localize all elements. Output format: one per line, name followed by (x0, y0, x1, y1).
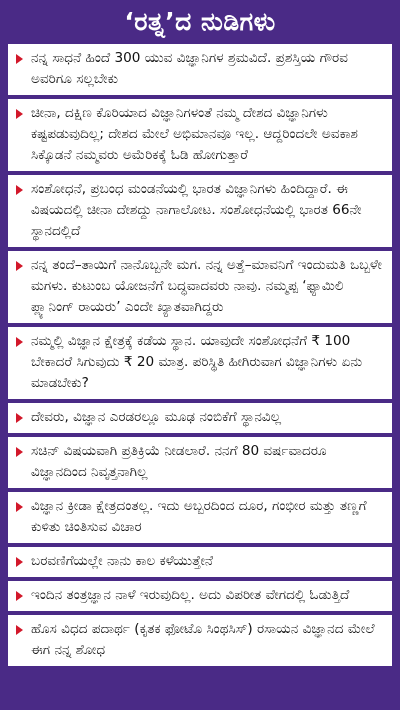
quote-text: ಸಂಶೋಧನೆ, ಪ್ರಬಂಧ ಮಂಡನೆಯಲ್ಲಿ ಭಾರತ ವಿಜ್ಞಾನಿಗಳು ಹಿಂದಿದ್ದಾರೆ. ಈ ವಿಷಯದಲ್ಲಿ ಚೀನಾ ದೇಶದ್ದು ನಾಗಾಲೋಟ. ಸಂಶೋಧನೆಯಲ್ಲಿ ಭಾರತ 66ನೇ ಸ್ಥಾನದಲ್ಲಿದೆ (31, 181, 362, 239)
quote-text: ಚೀನಾ, ದಕ್ಷಿಣ ಕೊರಿಯಾದ ವಿಜ್ಞಾನಿಗಳಂತೆ ನಮ್ಮ ದೇಶದ ವಿಜ್ಞಾನಿಗಳು ಕಷ್ಟಪಡುವುದಿಲ್ಲ; ದೇಶದ ಮೇಲೆ ಅಭಿಮಾನವೂ ಇಲ್ಲ. ಆದ್ದರಿಂದಲೇ ಅವಕಾಶ ಸಿಕ್ಕೊಡನೆ ನಮ್ಮವರು ಅಮೆರಿಕಕ್ಕೆ ಓಡಿ ಹೋಗುತ್ತಾರೆ (31, 105, 358, 163)
quote-text: ವಿಜ್ಞಾನ ಕ್ರೀಡಾ ಕ್ಷೇತ್ರದಂತಲ್ಲ. ಇದು ಅಬ್ಬರದಿಂದ ದೂರ, ಗಂಭೀರ ಮತ್ತು ತಣ್ಣಗೆ ಕುಳಿತು ಚಿಂತಿಸುವ ವಿಚಾರ (31, 498, 367, 535)
list-item (8, 547, 392, 577)
bullet-triangle-icon (16, 557, 23, 567)
list-item (8, 581, 392, 611)
quote-text: ಬರವಣಿಗೆಯಲ್ಲೇ ನಾನು ಕಾಲ ಕಳೆಯುತ್ತೇನೆ (31, 553, 213, 569)
quote-text: ನಮ್ಮಲ್ಲಿ ವಿಜ್ಞಾನ ಕ್ಷೇತ್ರಕ್ಕೆ ಕಡೆಯ ಸ್ಥಾನ. ಯಾವುದೇ ಸಂಶೋಧನೆಗೆ ₹ 100 ಬೇಕಾದರೆ ಸಿಗುವುದು ₹ 20 ಮಾತ್ರ. ಪರಿಸ್ಥಿತಿ ಹೀಗಿರುವಾಗ ವಿಜ್ಞಾನಿಗಳು ಏನು ಮಾಡಬೇಕು? (31, 333, 363, 391)
quote-list (8, 44, 392, 706)
bullet-triangle-icon (16, 502, 23, 512)
list-item (8, 44, 392, 95)
bullet-triangle-icon (16, 625, 23, 635)
list-item (8, 251, 392, 323)
quote-text: ನನ್ನ ತಂದೆ–ತಾಯಿಗೆ ನಾನೊಬ್ಬನೇ ಮಗ. ನನ್ನ ಅತ್ತೆ–ಮಾವನಿಗೆ ಇಂದುಮತಿ ಒಬ್ಬಳೇ ಮಗಳು. ಕುಟುಂಬ ಯೋಜನೆಗೆ ಬದ್ಧವಾದವರು ನಾವು. ನಮ್ಮಪ್ಪ ‘ಫ್ಯಾಮಿಲಿ ಪ್ಲ್ಯಾನಿಂಗ್ ರಾಯರು’ ಎಂದೇ ಖ್ಯಾತವಾಗಿದ್ದರು (31, 257, 382, 315)
bullet-triangle-icon (16, 337, 23, 347)
list-item (8, 437, 392, 488)
bullet-triangle-icon (16, 54, 23, 64)
title-bar (4, 0, 396, 44)
list-item (8, 492, 392, 543)
list-item (8, 175, 392, 247)
page-title: ‘ರತ್ನ’ದ ನುಡಿಗಳು (124, 7, 276, 36)
bullet-triangle-icon (16, 591, 23, 601)
bullet-triangle-icon (16, 185, 23, 195)
quote-text: ದೇವರು, ವಿಜ್ಞಾನ ಎರಡರಲ್ಲೂ ಮೂಢ ನಂಬಿಕೆಗೆ ಸ್ಥಾನವಿಲ್ಲ (31, 409, 282, 425)
bullet-triangle-icon (16, 261, 23, 271)
bullet-triangle-icon (16, 413, 23, 423)
quote-text: ಹೊಸ ವಿಧದ ಪದಾರ್ಥ (ಕೃತಕ ಫೋಟೊ ಸಿಂಥಸಿಸ್) ರಸಾಯನ ವಿಜ್ಞಾನದ ಮೇಲೆ ಈಗ ನನ್ನ ಶೋಧ (31, 621, 375, 658)
list-item (8, 403, 392, 433)
list-item (8, 327, 392, 399)
quotes-card (4, 0, 396, 710)
quote-text: ಇಂದಿನ ತಂತ್ರಜ್ಞಾನ ನಾಳೆ ಇರುವುದಿಲ್ಲ. ಅದು ವಿಪರೀತ ವೇಗದಲ್ಲಿ ಓಡುತ್ತಿದೆ (31, 587, 350, 603)
quote-text: ನನ್ನ ಸಾಧನೆ ಹಿಂದೆ 300 ಯುವ ವಿಜ್ಞಾನಿಗಳ ಶ್ರಮವಿದೆ. ಪ್ರಶಸ್ತಿಯ ಗೌರವ ಅವರಿಗೂ ಸಲ್ಲಬೇಕು (31, 50, 348, 87)
list-item (8, 615, 392, 666)
list-item (8, 99, 392, 171)
quote-text: ಸಚಿನ್ ವಿಷಯವಾಗಿ ಪ್ರತಿಕ್ರಿಯೆ ನೀಡಲಾರೆ. ನನಗೆ 80 ವರ್ಷವಾದರೂ ವಿಜ್ಞಾನದಿಂದ ನಿವೃತ್ತನಾಗಿಲ್ಲ (31, 443, 327, 480)
bullet-triangle-icon (16, 109, 23, 119)
bullet-triangle-icon (16, 447, 23, 457)
